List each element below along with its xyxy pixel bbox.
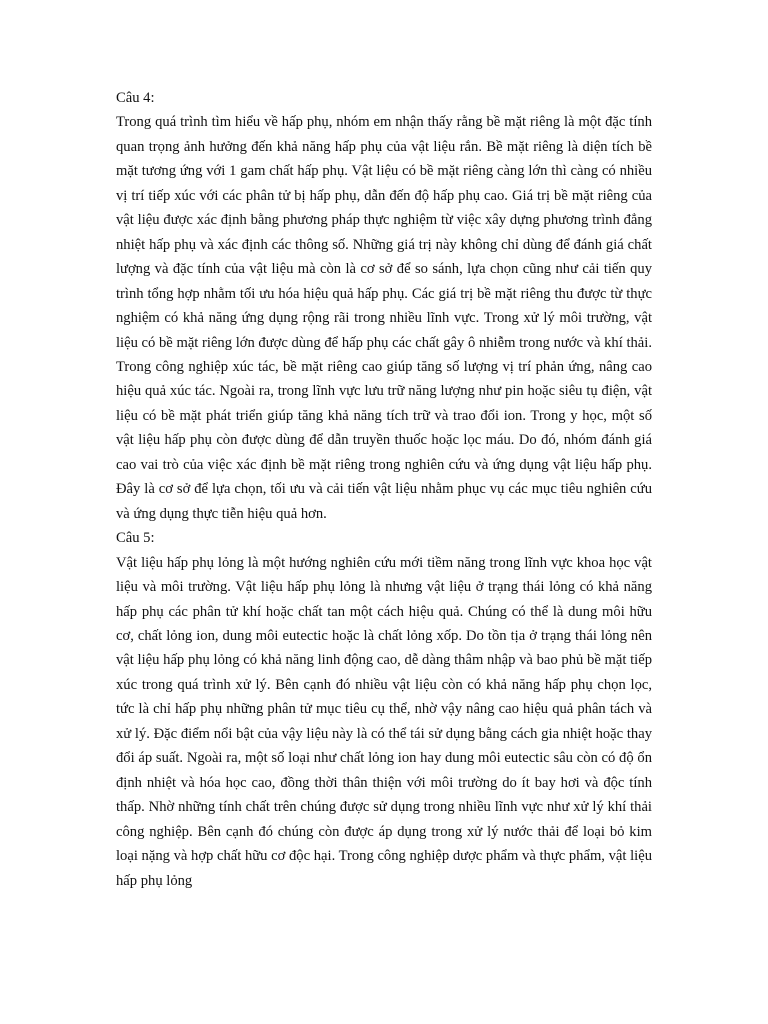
document-content (116, 86, 652, 893)
section-4-paragraph: Trong quá trình tìm hiểu về hấp phụ, nhóm em nhận thấy rằng bề mặt riêng là một đặc tính quan trọng ảnh hưởng đến khả năng hấp phụ của vật liệu rắn. Bề mặt riêng là diện tích bề mặt tương ứng với 1 gam chất hấp phụ. Vật liệu có bề mặt riêng càng lớn thì càng có nhiều vị trí tiếp xúc với các phân tử bị hấp phụ, dẫn đến độ hấp phụ cao. Giá trị bề mặt riêng của vật liệu được xác định bằng phương pháp thực nghiệm từ việc xây dựng phương trình đẳng nhiệt hấp phụ và xác định các thông số. Những giá trị này không chỉ dùng để đánh giá chất lượng và đặc tính của vật liệu mà còn là cơ sở để so sánh, lựa chọn cũng như cải tiến quy trình tổng hợp nhằm tối ưu hóa hiệu quả hấp phụ. Các giá trị bề mặt riêng thu được từ thực nghiệm có khả năng ứng dụng rộng rãi trong nhiều lĩnh vực. Trong xử lý môi trường, vật liệu có bề mặt riêng lớn được dùng để hấp phụ các chất gây ô nhiễm trong nước và khí thải. Trong công nghiệp xúc tác, bề mặt riêng cao giúp tăng số lượng vị trí phản ứng, nâng cao hiệu quả xúc tác. Ngoài ra, trong lĩnh vực lưu trữ năng lượng như pin hoặc siêu tụ điện, vật liệu có bề mặt phát triển giúp tăng khả năng tích trữ và trao đổi ion. Trong y học, một số vật liệu hấp phụ còn được dùng để dẫn truyền thuốc hoặc lọc máu. Do đó, nhóm đánh giá cao vai trò của việc xác định bề mặt riêng trong nghiên cứu và ứng dụng vật liệu hấp phụ. Đây là cơ sở để lựa chọn, tối ưu và cải tiến vật liệu nhằm phục vụ các mục tiêu nghiên cứu và ứng dụng thực tiễn hiệu quả hơn. (116, 114, 652, 522)
section-5-heading: Câu 5: (116, 530, 155, 547)
section-5-paragraph: Vật liệu hấp phụ lỏng là một hướng nghiên cứu mới tiềm năng trong lĩnh vực khoa học vật liệu và môi trường. Vật liệu hấp phụ lỏng là nhưng vật liệu ở trạng thái lỏng có khả năng hấp phụ các phân tử khí hoặc chất tan một cách hiệu quả. Chúng có thể là dung môi hữu cơ, chất lỏng ion, dung môi eutectic hoặc là chất lỏng xốp. Do tồn tịa ở trạng thái lỏng nên vật liệu hấp phụ lỏng có khả năng linh động cao, dễ dàng thâm nhập và bao phủ bề mặt tiếp xúc trong quá trình xử lý. Bên cạnh đó nhiều vật liệu còn có khả năng hấp phụ chọn lọc, tức là chỉ hấp phụ những phân tử mục tiêu cụ thể, nhờ vậy nâng cao hiệu quả phân tách và xử lý. Đặc điểm nổi bật của vậy liệu này là có thể tái sử dụng bằng cách gia nhiệt hoặc thay đổi áp suất. Ngoài ra, một số loại như chất lỏng ion hay dung môi eutectic sâu còn có độ ổn định nhiệt và hóa học cao, đồng thời thân thiện với môi trường do ít bay hơi và độc tính thấp. Nhờ những tính chất trên chúng được sử dụng trong nhiều lĩnh vực như xử lý khí thải công nghiệp. Bên cạnh đó chúng còn được áp dụng trong xử lý nước thải để loại bỏ kim loại nặng và hợp chất hữu cơ độc hại. Trong công nghiệp dược phẩm và thực phẩm, vật liệu hấp phụ lỏng (116, 554, 652, 889)
section-4-heading: Câu 4: (116, 90, 155, 106)
